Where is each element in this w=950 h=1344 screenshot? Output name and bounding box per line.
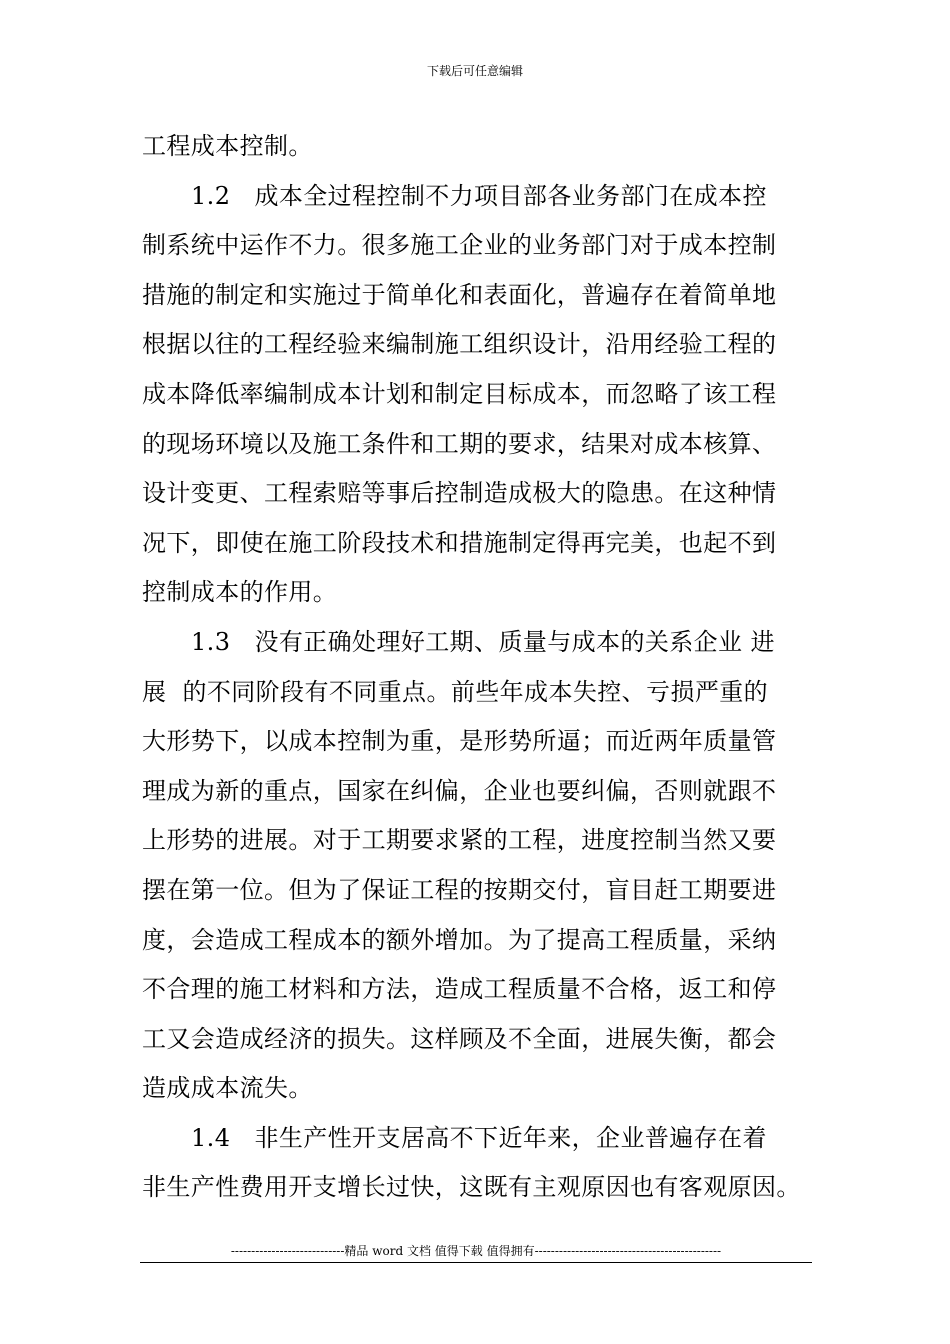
text-line: 大形势下，以成本控制为重，是形势所逼；而近两年质量管 bbox=[142, 727, 777, 756]
text-line: 制系统中运作不力。很多施工企业的业务部门对于成本控制 bbox=[142, 231, 777, 260]
text-line: 度，会造成工程成本的额外增加。为了提高工程质量，采纳 bbox=[142, 925, 777, 954]
text-line: 上形势的进展。对于工期要求紧的工程，进度控制当然又要 bbox=[142, 826, 777, 855]
text-line: 摆在第一位。但为了保证工程的按期交付，盲目赶工期要进 bbox=[142, 875, 777, 904]
page-header: 下载后可任意编辑 bbox=[426, 64, 523, 78]
text-line: 1.2 成本全过程控制不力项目部各业务部门在成本控 bbox=[191, 181, 767, 210]
text-line: 根据以往的工程经验来编制施工组织设计，沿用经验工程的 bbox=[142, 330, 777, 359]
document-body bbox=[142, 122, 817, 1213]
text-line: 不合理的施工材料和方法，造成工程质量不合格，返工和停 bbox=[142, 975, 777, 1004]
page-footer: ----------------------------精品 word 文档 值得下载 值得拥有---------------------------------------------- bbox=[230, 1244, 722, 1258]
text-line: 的现场环境以及施工条件和工期的要求，结果对成本核算、 bbox=[142, 429, 777, 458]
footer-divider bbox=[140, 1262, 812, 1263]
text-line: 展 的不同阶段有不同重点。前些年成本失控、亏损严重的 bbox=[142, 677, 769, 706]
text-line: 1.3 没有正确处理好工期、质量与成本的关系企业 进 bbox=[191, 627, 775, 656]
text-line: 理成为新的重点，国家在纠偏，企业也要纠偏，否则就跟不 bbox=[142, 776, 777, 805]
text-line: 成本降低率编制成本计划和制定目标成本，而忽略了该工程 bbox=[142, 379, 777, 408]
text-line: 设计变更、工程索赔等事后控制造成极大的隐患。在这种情 bbox=[142, 479, 777, 508]
text-line: 工程成本控制。 bbox=[142, 132, 313, 160]
text-line: 控制成本的作用。 bbox=[142, 578, 338, 607]
text-line: 造成成本流失。 bbox=[142, 1074, 313, 1103]
text-line: 工又会造成经济的损失。这样顾及不全面，进展失衡，都会 bbox=[142, 1024, 777, 1053]
text-line: 非生产性费用开支增长过快，这既有主观原因也有客观原因。 bbox=[142, 1173, 801, 1202]
text-line: 措施的制定和实施过于简单化和表面化，普遍存在着简单地 bbox=[142, 280, 777, 309]
text-line: 1.4 非生产性开支居高不下近年来，企业普遍存在着 bbox=[191, 1123, 767, 1152]
text-line: 况下，即使在施工阶段技术和措施制定得再完美，也起不到 bbox=[142, 528, 777, 557]
